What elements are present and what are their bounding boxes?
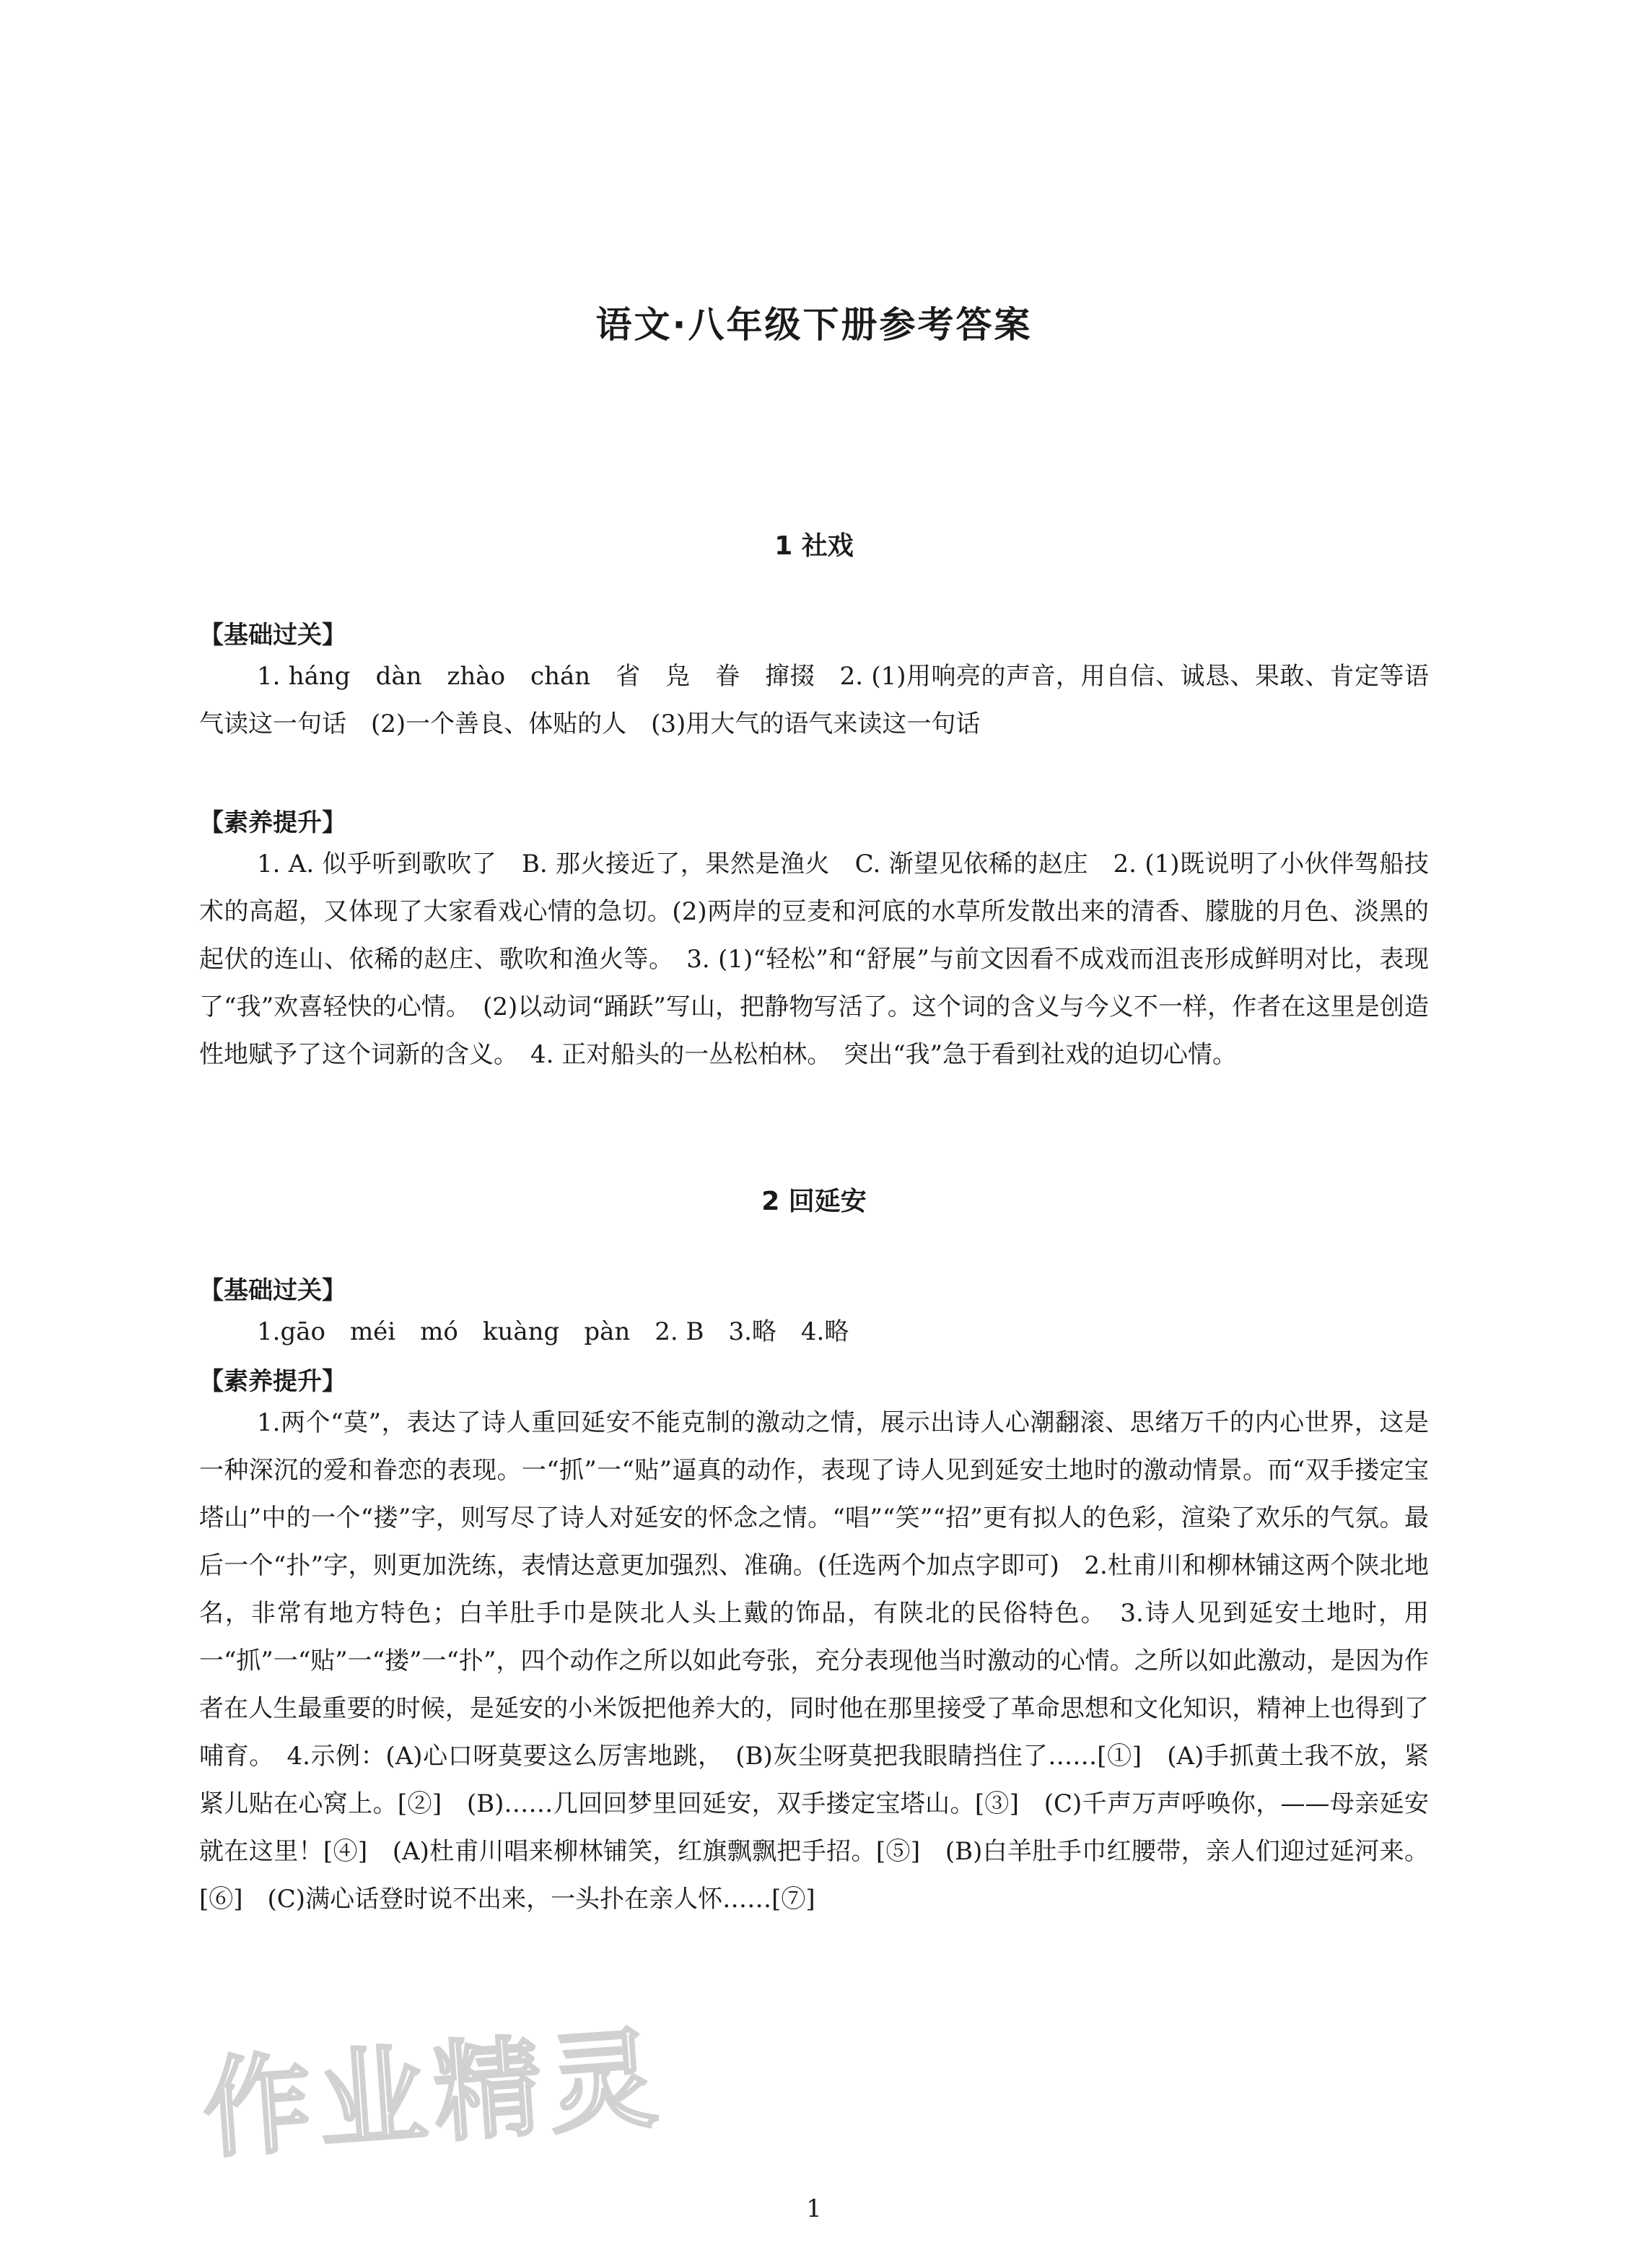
advanced-label-2: 【素养提升】 <box>199 1367 346 1396</box>
basic-label-1: 【基础过关】 <box>199 621 346 650</box>
page-title: 语文·八年级下册参考答案 <box>595 304 1033 346</box>
advanced-answers-2: 1.两个“莫”，表达了诗人重回延安不能克制的激动之情，展示出诗人心潮翻滚、思绪万千的内心世界，这是一种深沉的爱和眷恋的表现。一“抓”一“贴”逼真的动作，表现了诗人见到延安土地时的激动情景。而“双手搂定宝塔山”中的一个“搂”字，则写尽了诗人对延安的怀念之情。“唱”“笑”“招”更有拟人的色彩，渲染了欢乐的气氛。最后一个“扑”字，则更加洗练，表情达意更加强烈、准确。(任选两个加点字即可) 2.杜甫川和柳林铺这两个陕北地名，非常有地方特色；白羊肚手巾是陕北人头上戴的饰品，有陕北的民俗特色。 3.诗人见到延安土地时，用一“抓”一“贴”一“搂”一“扑”，四个动作之所以如此夸张，充分表现他当时激动的心情。之所以如此激动，是因为作者在人生最重要的时候，是延安的小米饭把他养大的，同时他在那里接受了革命思想和文化知识，精神上也得到了哺育。 4.示例：(A)心口呀莫要这么厉害地跳， (B)灰尘呀莫把我眼睛挡住了……[①] (A)手抓黄土我不放，紧紧儿贴在心窝上。[②] (B)……几回回梦里回延安，双手搂定宝塔山。[③] (C)千声万声呼唤你，——母亲延安就在这里！[④] (A)杜甫川唱来柳林铺笑，红旗飘飘把手招。[⑤] (B)白羊肚手巾红腰带，亲人们迎过延河来。[⑥] (C)满心话登时说不出来，一头扑在亲人怀……[⑦] <box>199 1408 1429 1914</box>
basic-label-2: 【基础过关】 <box>199 1276 346 1305</box>
watermark-logo: 作业精灵 <box>198 2015 669 2174</box>
basic-answers-1: 1. háng dàn zhào chán 省 凫 眷 撺掇 2. (1)用响亮的声音，用自信、诚恳、果敢、肯定等语气读这一句话 (2)一个善良、体贴的人 (3)用大气的语气来读这一句话 <box>199 662 1429 738</box>
section-heading-2: 2 回延安 <box>761 1187 867 1216</box>
basic-answers-2: 1.gāo méi mó kuàng pàn 2. B 3.略 4.略 <box>257 1317 849 1346</box>
advanced-answers-1: 1. A. 似乎听到歌吹了 B. 那火接近了，果然是渔火 C. 渐望见依稀的赵庄 2. (1)既说明了小伙伴驾船技术的高超，又体现了大家看戏心情的急切。(2)两岸的豆麦和河底的水草所发散出来的清香、朦胧的月色、淡黑的起伏的连山、依稀的赵庄、歌吹和渔火等。 3. (1)“轻松”和“舒展”与前文因看不成戏而沮丧形成鲜明对比，表现了“我”欢喜轻快的心情。 (2)以动词“踊跃”写山，把静物写活了。这个词的含义与今义不一样，作者在这里是创造性地赋予了这个词新的含义。 4. 正对船头的一丛松柏林。 突出“我”急于看到社戏的迫切心情。 <box>199 850 1429 1069</box>
advanced-label-1: 【素养提升】 <box>199 808 346 837</box>
section-heading-1: 1 社戏 <box>774 531 854 561</box>
page-number: 1 <box>806 2194 822 2223</box>
